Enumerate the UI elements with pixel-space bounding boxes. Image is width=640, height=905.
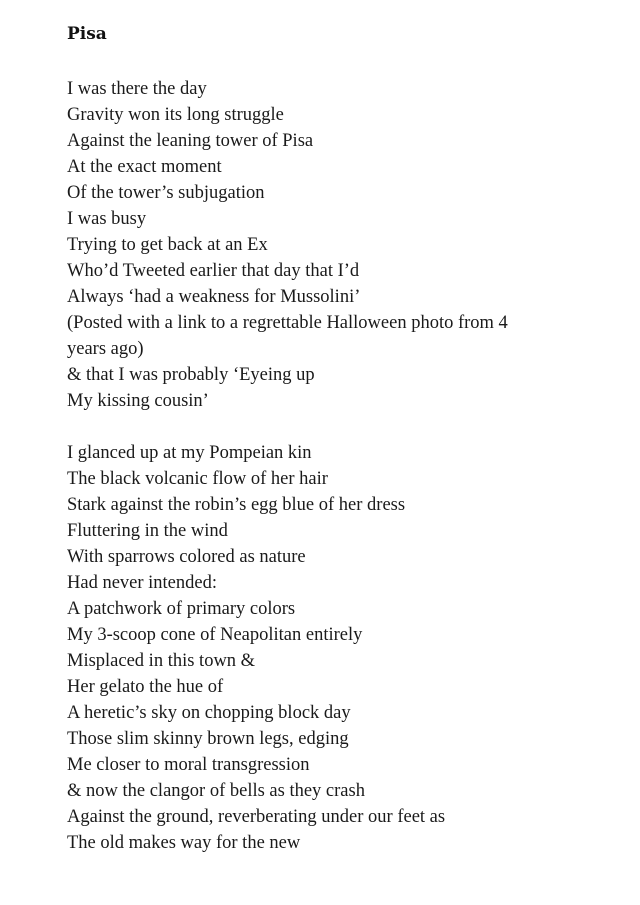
poem-line: Her gelato the hue of bbox=[67, 677, 224, 697]
poem-line: Those slim skinny brown legs, edging bbox=[67, 729, 349, 749]
stanza-2 bbox=[67, 440, 607, 856]
poem-line: A patchwork of primary colors bbox=[67, 599, 296, 619]
poem-line: I was busy bbox=[67, 209, 147, 229]
poem-line: Trying to get back at an Ex bbox=[67, 235, 268, 255]
poem-line: I was there the day bbox=[67, 79, 207, 99]
stanza-1 bbox=[67, 76, 607, 414]
poem-line: Fluttering in the wind bbox=[67, 521, 228, 541]
poem-line: My 3-scoop cone of Neapolitan entirely bbox=[67, 625, 363, 645]
poem-line: & that I was probably ‘Eyeing up bbox=[67, 365, 315, 385]
poem-line: Always ‘had a weakness for Mussolini’ bbox=[67, 287, 361, 307]
poem-title: Pisa bbox=[67, 24, 107, 44]
poem-line: & now the clangor of bells as they crash bbox=[67, 781, 365, 801]
poem-line: Gravity won its long struggle bbox=[67, 105, 284, 125]
poem-line: Against the leaning tower of Pisa bbox=[67, 131, 314, 151]
poem-line: With sparrows colored as nature bbox=[67, 547, 306, 567]
poem-line: years ago) bbox=[67, 339, 144, 359]
poem-line: My kissing cousin’ bbox=[67, 391, 209, 411]
poem-line: Who’d Tweeted earlier that day that I’d bbox=[67, 261, 360, 281]
poem-line: A heretic’s sky on chopping block day bbox=[67, 703, 351, 723]
poem-line: Stark against the robin’s egg blue of her dress bbox=[67, 495, 406, 515]
poem-line: (Posted with a link to a regrettable Halloween photo from 4 bbox=[67, 313, 508, 333]
poem-line: Against the ground, reverberating under our feet as bbox=[67, 807, 446, 827]
poem-line: The black volcanic flow of her hair bbox=[67, 469, 328, 489]
poem-line: Of the tower’s subjugation bbox=[67, 183, 265, 203]
poem-line: Had never intended: bbox=[67, 573, 217, 593]
poem-line: Misplaced in this town & bbox=[67, 651, 256, 671]
poem-line: The old makes way for the new bbox=[67, 833, 301, 853]
poem-line: Me closer to moral transgression bbox=[67, 755, 310, 775]
poem-line: At the exact moment bbox=[67, 157, 222, 177]
poem-line: I glanced up at my Pompeian kin bbox=[67, 443, 312, 463]
